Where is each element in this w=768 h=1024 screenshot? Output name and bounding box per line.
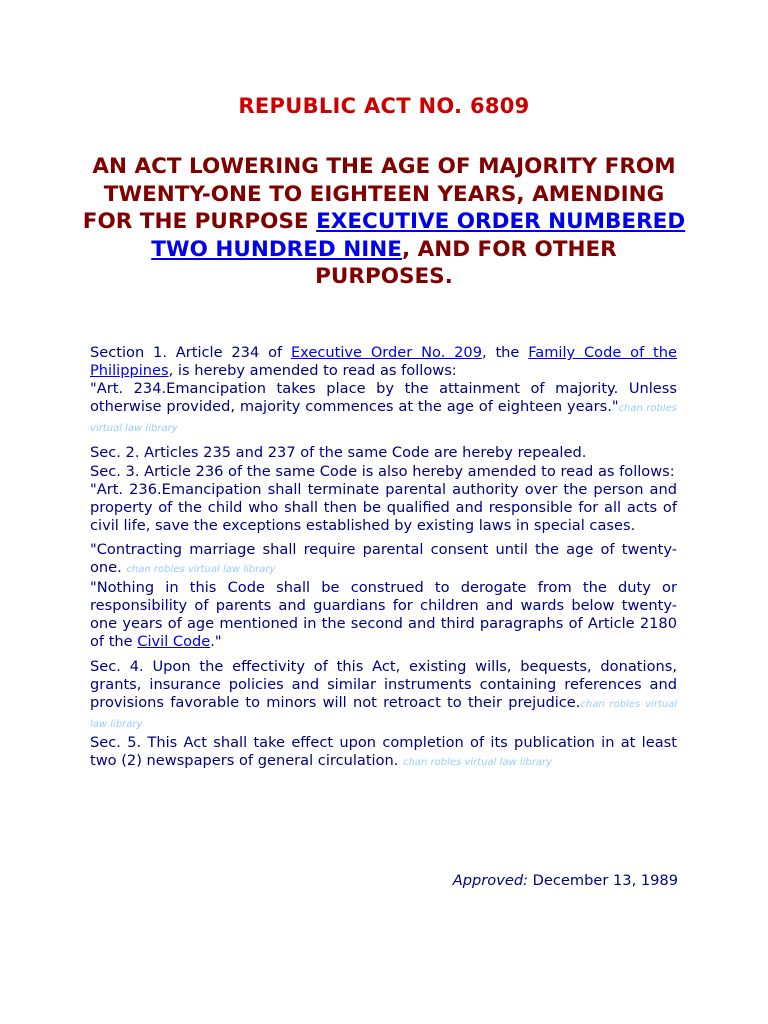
- watermark-text: chan robles virtual law library: [403, 756, 553, 768]
- title-text-end: , AND FOR OTHER PURPOSES.: [315, 236, 617, 289]
- section-4-text: Sec. 4. Upon the effectivity of this Act, existing wills, bequests, donations, grants, insurance policies and similar instruments containing references and provisions favorable to minors will not retroact to their prejudice.: [90, 657, 677, 711]
- approval-line: [453, 871, 678, 891]
- act-title-heading: [80, 153, 688, 291]
- section-1: [90, 344, 677, 380]
- section-1-text-end: , is hereby amended to read as follows:: [168, 362, 457, 380]
- section-5-text: Sec. 5. This Act shall take effect upon completion of its publication in at least two (2) newspapers of general circulation.: [90, 733, 677, 769]
- watermark-text: chan robles virtual law library: [126, 564, 276, 576]
- contracting-marriage-paragraph: [90, 541, 677, 579]
- section-4: [90, 658, 677, 734]
- section-5: [90, 734, 677, 772]
- watermark-text: chan robles virtual law library: [90, 403, 677, 435]
- executive-order-209-title-link[interactable]: EXECUTIVE ORDER NUMBERED TWO HUNDRED NINE: [151, 209, 686, 262]
- approved-date: December 13, 1989: [528, 872, 678, 889]
- executive-order-209-link[interactable]: Executive Order No. 209: [290, 344, 482, 361]
- section-2: Sec. 2. Articles 235 and 237 of the same Code are hereby repealed.: [90, 444, 587, 462]
- nothing-in-code-text-end: .": [210, 633, 222, 651]
- article-234-text: [90, 380, 677, 438]
- nothing-in-code-paragraph: [90, 579, 677, 651]
- nothing-in-code-text: "Nothing in this Code shall be construed to derogate from the duty or responsibility of parents and guardians for children and wards below twenty-one years of age mentioned in the second and third paragraphs of Article 2180 of the: [90, 579, 677, 651]
- watermark-text: chan robles virtual law library: [90, 698, 677, 730]
- contracting-marriage-text: "Contracting marriage shall require parental consent until the age of twenty-one.: [90, 540, 677, 577]
- act-body: [90, 344, 677, 772]
- act-number-heading: REPUBLIC ACT NO. 6809: [238, 94, 530, 118]
- civil-code-link[interactable]: Civil Code: [137, 633, 211, 651]
- family-code-link[interactable]: Family Code of the Philippines: [90, 344, 677, 380]
- article-234-body: "Art. 234.Emancipation takes place by the attainment of majority. Unless otherwise provided, majority commences at the age of eighteen years.": [90, 380, 677, 416]
- section-3: Sec. 3. Article 236 of the same Code is also hereby amended to read as follows:: [90, 462, 675, 480]
- section-1-text-mid: , the: [482, 344, 529, 361]
- article-236-text: "Art. 236.Emancipation shall terminate parental authority over the person and property of the child who shall then be qualified and responsible for all acts of civil life, save the exceptions established by existing laws in special cases.: [90, 480, 677, 534]
- section-1-text: Section 1. Article 234 of: [90, 344, 291, 361]
- approved-label: Approved:: [452, 872, 529, 889]
- title-text-start: AN ACT LOWERING THE AGE OF MAJORITY FROM TWENTY-ONE TO EIGHTEEN YEARS, AMENDING FOR THE PURPOSE: [82, 154, 676, 234]
